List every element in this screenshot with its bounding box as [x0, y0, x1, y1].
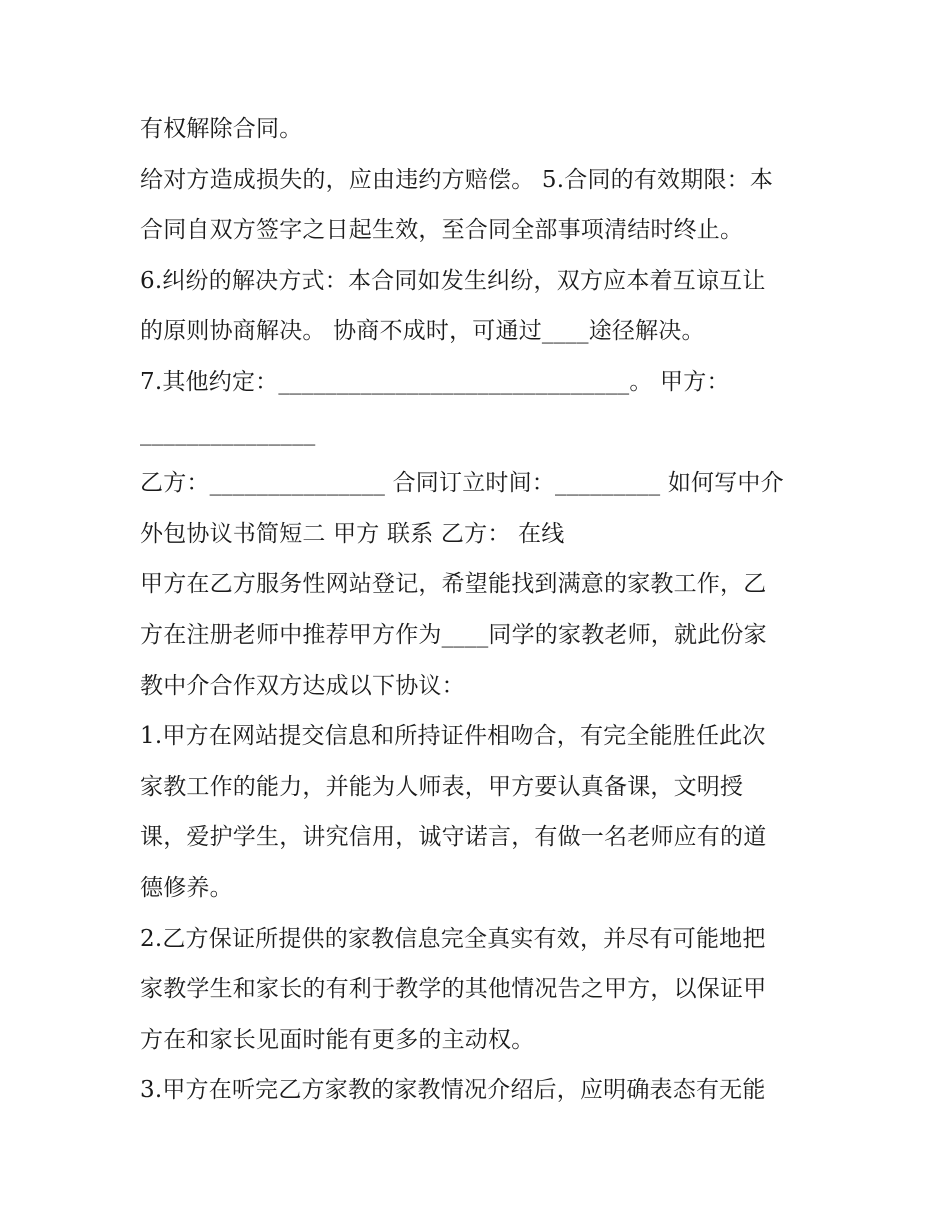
- text-line-5: 的原则协商解决。 协商不成时，可通过____途径解决。: [140, 318, 705, 345]
- text-line-4: 6.纠纷的解决方式：本合同如发生纠纷，双方应本着互谅互让: [140, 267, 766, 294]
- document-body: [140, 104, 820, 1116]
- text-line-12: 教中介合作双方达成以下协议：: [140, 672, 465, 699]
- text-line-20: 3.甲方在听完乙方家教的家教情况介绍后，应明确表态有无能: [140, 1077, 766, 1104]
- text-line-15: 课，爱护学生，讲究信用，诚守诺言，有做一名老师应有的道: [140, 824, 767, 851]
- text-line-1: 有权解除合同。: [140, 116, 303, 142]
- text-line-17: 2.乙方保证所提供的家教信息完全真实有效，并尽有可能地把: [140, 925, 766, 952]
- text-line-8: 乙方：_______________ 合同订立时间：_________ 如何写中介: [140, 470, 784, 497]
- text-line-13: 1.甲方在网站提交信息和所持证件相吻合，有完全能胜任此次: [140, 723, 766, 750]
- text-line-10: 甲方在乙方服务性网站登记，希望能找到满意的家教工作，乙: [140, 571, 767, 598]
- text-line-16: 德修养。: [140, 874, 233, 901]
- text-line-3: 合同自双方签字之日起生效，至合同全部事项清结时终止。: [140, 217, 744, 244]
- text-line-19: 方在和家长见面时能有更多的主动权。: [140, 1026, 535, 1053]
- text-line-14: 家教工作的能力，并能为人师表，甲方要认真备课，文明授: [140, 773, 744, 800]
- text-line-2: 给对方造成损失的，应由违约方赔偿。 5.合同的有效期限：本: [140, 166, 774, 193]
- text-line-9: 外包协议书简短二 甲方 联系 乙方： 在线: [140, 520, 565, 547]
- text-line-18: 家教学生和家长的有利于教学的其他情况告之甲方，以保证甲: [140, 976, 767, 1003]
- text-line-11: 方在注册老师中推荐甲方作为____同学的家教老师，就此份家: [140, 621, 767, 648]
- text-line-6: 7.其他约定：______________________________。 甲方：: [140, 368, 730, 395]
- text-line-7: _______________: [140, 419, 316, 446]
